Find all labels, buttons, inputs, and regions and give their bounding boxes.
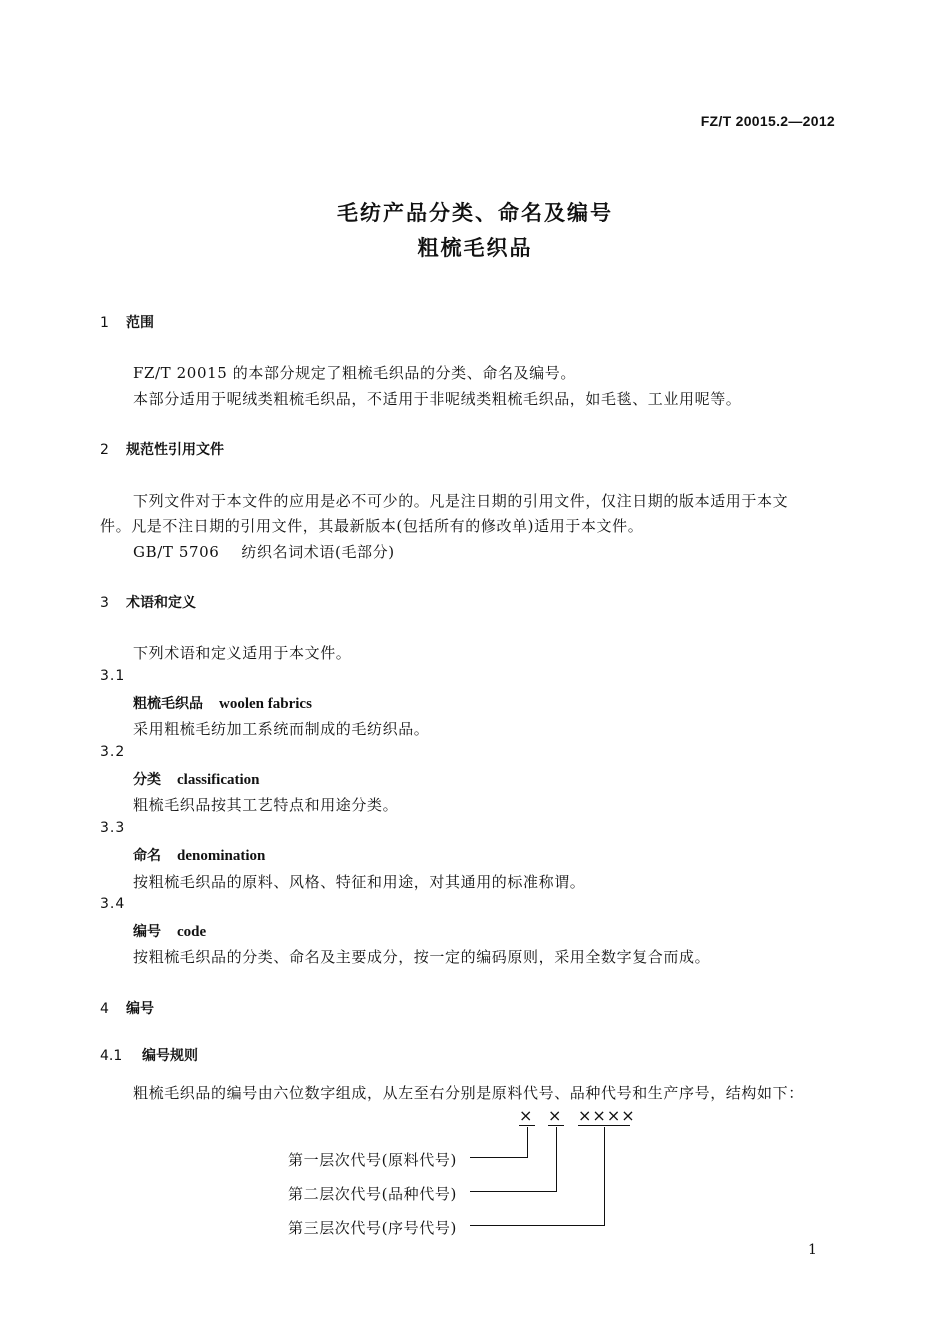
section-2-para-line-2: 件。凡是不注日期的引用文件，其最新版本(包括所有的修改单)适用于本文件。	[100, 517, 644, 535]
section-2-heading	[100, 439, 224, 459]
section-4-para: 粗梳毛织品的编号由六位数字组成，从左至右分别是原料代号、品种代号和生产序号，结构如下：	[133, 1084, 804, 1102]
subsection-title: 编号规则	[142, 1048, 198, 1064]
level-1-label: 第一层次代号(原料代号)	[288, 1151, 457, 1169]
connector-vertical	[556, 1127, 557, 1191]
term-number: 3.3	[100, 820, 126, 836]
term-number: 3.4	[100, 896, 126, 912]
digit-group-variety: ×	[548, 1106, 563, 1125]
term-definition: 粗梳毛织品按其工艺特点和用途分类。	[133, 796, 399, 814]
term-definition: 采用粗梳毛纺加工系统而制成的毛纺织品。	[133, 720, 430, 738]
term-en: woolen fabrics	[219, 696, 312, 712]
connector-horizontal	[470, 1157, 528, 1158]
reference-code: GB/T 5706	[133, 543, 220, 561]
section-2-para-line-1: 下列文件对于本文件的应用是必不可少的。凡是注日期的引用文件，仅注日期的版本适用于本文	[133, 492, 789, 510]
section-title: 编号	[126, 1001, 154, 1017]
term-en: denomination	[177, 848, 266, 864]
connector-horizontal	[470, 1225, 605, 1226]
normative-reference	[133, 541, 395, 562]
term-heading	[133, 845, 265, 865]
section-title: 规范性引用文件	[126, 442, 224, 458]
section-1-para-1: FZ/T 20015 的本部分规定了粗梳毛织品的分类、命名及编号。	[133, 364, 576, 382]
digit-group-raw-material: ×	[519, 1106, 534, 1125]
section-number: 2	[100, 442, 109, 458]
subsection-4-1-heading	[100, 1045, 198, 1065]
connector-vertical	[527, 1127, 528, 1157]
term-heading	[133, 693, 312, 713]
section-4-heading	[100, 998, 154, 1018]
level-3-label: 第三层次代号(序号代号)	[288, 1219, 457, 1237]
subsection-number: 4.1	[100, 1048, 123, 1064]
term-definition: 按粗梳毛织品的分类、命名及主要成分，按一定的编码原则，采用全数字复合而成。	[133, 948, 711, 966]
connector-vertical	[604, 1127, 605, 1225]
section-number: 4	[100, 1001, 109, 1017]
term-zh: 编号	[133, 924, 161, 940]
section-number: 1	[100, 315, 109, 331]
underline	[578, 1125, 630, 1126]
term-number: 3.1	[100, 668, 126, 684]
page-number: 1	[808, 1242, 817, 1258]
term-zh: 分类	[133, 772, 161, 788]
term-en: classification	[177, 772, 260, 788]
section-3-intro: 下列术语和定义适用于本文件。	[133, 644, 352, 662]
section-1-heading	[100, 312, 154, 332]
term-heading	[133, 769, 260, 789]
term-number: 3.2	[100, 744, 126, 760]
document-title: 毛纺产品分类、命名及编号	[337, 201, 613, 225]
section-3-heading	[100, 592, 196, 612]
level-2-label: 第二层次代号(品种代号)	[288, 1185, 457, 1203]
document-subtitle: 粗梳毛织品	[417, 236, 533, 260]
underline	[548, 1125, 564, 1126]
term-zh: 粗梳毛织品	[133, 696, 203, 712]
section-title: 术语和定义	[126, 595, 196, 611]
term-zh: 命名	[133, 848, 161, 864]
section-1-para-2: 本部分适用于呢绒类粗梳毛织品，不适用于非呢绒类粗梳毛织品，如毛毯、工业用呢等。	[133, 390, 742, 408]
term-heading	[133, 921, 206, 941]
reference-title: 纺织名词术语(毛部分)	[241, 543, 395, 561]
term-en: code	[177, 924, 207, 940]
section-number: 3	[100, 595, 109, 611]
section-title: 范围	[126, 315, 154, 331]
underline	[519, 1125, 535, 1126]
term-definition: 按粗梳毛织品的原料、风格、特征和用途，对其通用的标准称谓。	[133, 873, 586, 891]
digit-group-sequence: ××××	[578, 1106, 636, 1125]
connector-horizontal	[470, 1191, 557, 1192]
standard-code: FZ/T 20015.2—2012	[700, 113, 835, 129]
